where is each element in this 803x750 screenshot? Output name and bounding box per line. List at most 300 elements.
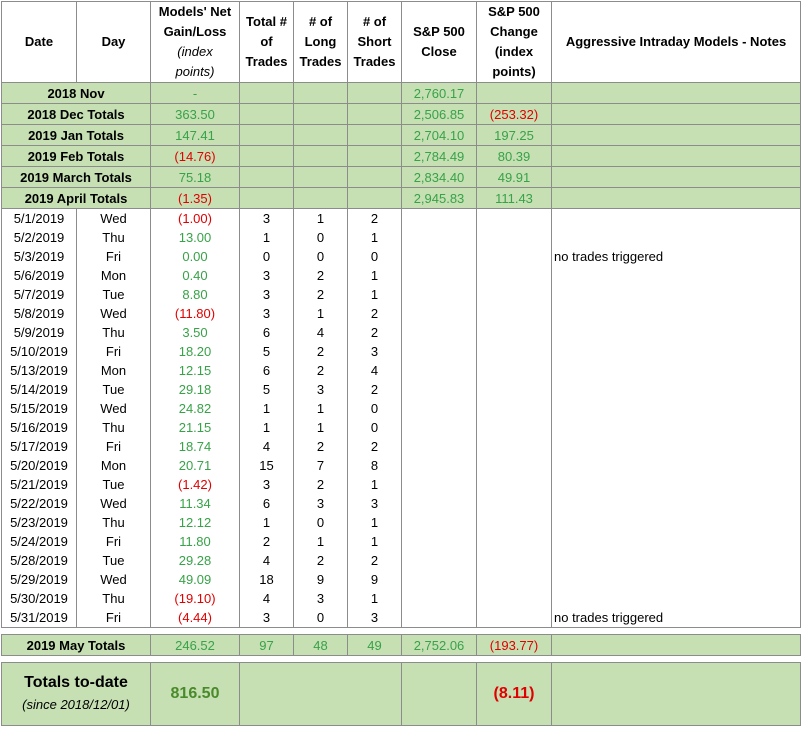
header-sp500-close: S&P 500 Close xyxy=(402,2,477,83)
row-note xyxy=(552,589,801,608)
row-long-trades: 2 xyxy=(294,437,348,456)
row-close xyxy=(402,589,477,608)
row-day: Wed xyxy=(77,304,151,323)
row-long-trades: 9 xyxy=(294,570,348,589)
row-close xyxy=(402,380,477,399)
header-date: Date xyxy=(2,2,77,83)
row-long-trades: 0 xyxy=(294,608,348,628)
row-net: 12.12 xyxy=(151,513,240,532)
row-long-trades: 2 xyxy=(294,551,348,570)
row-date: 5/6/2019 xyxy=(2,266,77,285)
month-long-trades xyxy=(294,188,348,209)
month-short-trades xyxy=(348,167,402,188)
month-label: 2019 April Totals xyxy=(2,188,151,209)
row-close xyxy=(402,494,477,513)
row-date: 5/8/2019 xyxy=(2,304,77,323)
month-close: 2,945.83 xyxy=(402,188,477,209)
row-day: Fri xyxy=(77,437,151,456)
month-total-trades xyxy=(240,167,294,188)
row-change xyxy=(477,456,552,475)
row-close xyxy=(402,475,477,494)
row-close xyxy=(402,247,477,266)
row-total-trades: 5 xyxy=(240,342,294,361)
may-totals-long: 48 xyxy=(294,635,348,656)
row-change xyxy=(477,494,552,513)
row-close xyxy=(402,608,477,628)
row-date: 5/13/2019 xyxy=(2,361,77,380)
row-long-trades: 3 xyxy=(294,494,348,513)
row-date: 5/20/2019 xyxy=(2,456,77,475)
row-day: Wed xyxy=(77,399,151,418)
may-totals-trades: 97 xyxy=(240,635,294,656)
may-totals-change: (193.77) xyxy=(477,635,552,656)
month-change: 111.43 xyxy=(477,188,552,209)
row-note xyxy=(552,361,801,380)
row-day: Tue xyxy=(77,285,151,304)
grand-totals-net: 816.50 xyxy=(151,663,240,726)
row-day: Fri xyxy=(77,342,151,361)
table-row xyxy=(2,608,801,628)
month-change xyxy=(477,83,552,104)
row-date: 5/22/2019 xyxy=(2,494,77,513)
header-total-trades: Total # of Trades xyxy=(240,2,294,83)
month-row xyxy=(2,167,801,188)
row-note xyxy=(552,380,801,399)
row-total-trades: 3 xyxy=(240,285,294,304)
row-note xyxy=(552,304,801,323)
table-row xyxy=(2,304,801,323)
row-short-trades: 2 xyxy=(348,380,402,399)
row-long-trades: 3 xyxy=(294,589,348,608)
may-totals-short: 49 xyxy=(348,635,402,656)
row-date: 5/28/2019 xyxy=(2,551,77,570)
row-net: 18.20 xyxy=(151,342,240,361)
table-row xyxy=(2,380,801,399)
row-note xyxy=(552,418,801,437)
month-notes xyxy=(552,167,801,188)
row-short-trades: 9 xyxy=(348,570,402,589)
row-net: 11.34 xyxy=(151,494,240,513)
row-note xyxy=(552,494,801,513)
row-total-trades: 5 xyxy=(240,380,294,399)
table-row xyxy=(2,532,801,551)
row-date: 5/30/2019 xyxy=(2,589,77,608)
table-row xyxy=(2,513,801,532)
row-date: 5/17/2019 xyxy=(2,437,77,456)
row-note xyxy=(552,209,801,229)
row-long-trades: 3 xyxy=(294,380,348,399)
row-change xyxy=(477,437,552,456)
row-note: no trades triggered xyxy=(552,608,801,628)
month-short-trades xyxy=(348,83,402,104)
table-row xyxy=(2,475,801,494)
row-change xyxy=(477,247,552,266)
row-net: 20.71 xyxy=(151,456,240,475)
month-short-trades xyxy=(348,188,402,209)
table-row xyxy=(2,247,801,266)
row-change xyxy=(477,589,552,608)
row-long-trades: 2 xyxy=(294,361,348,380)
grand-totals-title: Totals to-date xyxy=(24,674,128,691)
row-day: Wed xyxy=(77,209,151,229)
grand-totals-trades xyxy=(240,663,402,726)
may-totals-net: 246.52 xyxy=(151,635,240,656)
row-net: 49.09 xyxy=(151,570,240,589)
row-day: Fri xyxy=(77,532,151,551)
month-label: 2018 Nov xyxy=(2,83,151,104)
month-label: 2019 March Totals xyxy=(2,167,151,188)
row-note xyxy=(552,570,801,589)
spacer-row xyxy=(2,656,801,663)
row-note xyxy=(552,513,801,532)
may-totals-row xyxy=(2,635,801,656)
month-long-trades xyxy=(294,146,348,167)
row-total-trades: 4 xyxy=(240,551,294,570)
row-net: (4.44) xyxy=(151,608,240,628)
row-change xyxy=(477,342,552,361)
row-close xyxy=(402,285,477,304)
row-day: Wed xyxy=(77,570,151,589)
row-net: 24.82 xyxy=(151,399,240,418)
row-note xyxy=(552,228,801,247)
month-net: - xyxy=(151,83,240,104)
row-total-trades: 3 xyxy=(240,608,294,628)
row-net: 18.74 xyxy=(151,437,240,456)
row-date: 5/29/2019 xyxy=(2,570,77,589)
grand-totals-close xyxy=(402,663,477,726)
row-day: Mon xyxy=(77,361,151,380)
month-total-trades xyxy=(240,83,294,104)
row-long-trades: 7 xyxy=(294,456,348,475)
row-short-trades: 0 xyxy=(348,247,402,266)
row-change xyxy=(477,228,552,247)
month-change: 80.39 xyxy=(477,146,552,167)
month-net: 363.50 xyxy=(151,104,240,125)
month-net: (14.76) xyxy=(151,146,240,167)
spacer-cell xyxy=(2,656,801,663)
row-short-trades: 1 xyxy=(348,285,402,304)
month-total-trades xyxy=(240,125,294,146)
row-long-trades: 4 xyxy=(294,323,348,342)
row-close xyxy=(402,361,477,380)
row-total-trades: 6 xyxy=(240,361,294,380)
row-long-trades: 2 xyxy=(294,475,348,494)
row-note xyxy=(552,266,801,285)
row-close xyxy=(402,399,477,418)
row-date: 5/9/2019 xyxy=(2,323,77,342)
month-change: (253.32) xyxy=(477,104,552,125)
row-total-trades: 3 xyxy=(240,266,294,285)
row-close xyxy=(402,513,477,532)
table-row xyxy=(2,551,801,570)
row-short-trades: 3 xyxy=(348,494,402,513)
row-change xyxy=(477,323,552,342)
month-short-trades xyxy=(348,146,402,167)
row-short-trades: 4 xyxy=(348,361,402,380)
month-net: 147.41 xyxy=(151,125,240,146)
row-note xyxy=(552,532,801,551)
row-long-trades: 1 xyxy=(294,209,348,229)
row-long-trades: 2 xyxy=(294,266,348,285)
table-row xyxy=(2,589,801,608)
row-net: 29.18 xyxy=(151,380,240,399)
row-total-trades: 2 xyxy=(240,532,294,551)
month-label: 2018 Dec Totals xyxy=(2,104,151,125)
may-totals-notes xyxy=(552,635,801,656)
row-date: 5/2/2019 xyxy=(2,228,77,247)
grand-totals-row xyxy=(2,663,801,726)
row-note xyxy=(552,456,801,475)
row-close xyxy=(402,456,477,475)
row-net: (11.80) xyxy=(151,304,240,323)
month-label: 2019 Jan Totals xyxy=(2,125,151,146)
row-close xyxy=(402,418,477,437)
row-change xyxy=(477,608,552,628)
row-short-trades: 1 xyxy=(348,475,402,494)
row-change xyxy=(477,380,552,399)
row-net: 12.15 xyxy=(151,361,240,380)
month-net: (1.35) xyxy=(151,188,240,209)
row-total-trades: 3 xyxy=(240,475,294,494)
row-day: Fri xyxy=(77,608,151,628)
row-note xyxy=(552,399,801,418)
month-long-trades xyxy=(294,104,348,125)
table-row xyxy=(2,399,801,418)
row-change xyxy=(477,209,552,229)
row-day: Thu xyxy=(77,228,151,247)
row-date: 5/1/2019 xyxy=(2,209,77,229)
row-long-trades: 2 xyxy=(294,285,348,304)
month-notes xyxy=(552,125,801,146)
row-total-trades: 18 xyxy=(240,570,294,589)
month-row xyxy=(2,83,801,104)
row-net: 13.00 xyxy=(151,228,240,247)
row-long-trades: 2 xyxy=(294,342,348,361)
row-total-trades: 4 xyxy=(240,589,294,608)
spacer-cell xyxy=(2,628,801,635)
row-date: 5/3/2019 xyxy=(2,247,77,266)
month-row xyxy=(2,146,801,167)
header-sp500-change: S&P 500 Change (index points) xyxy=(477,2,552,83)
month-long-trades xyxy=(294,83,348,104)
row-date: 5/31/2019 xyxy=(2,608,77,628)
row-total-trades: 1 xyxy=(240,399,294,418)
row-long-trades: 0 xyxy=(294,513,348,532)
row-short-trades: 2 xyxy=(348,304,402,323)
month-notes xyxy=(552,83,801,104)
row-net: 11.80 xyxy=(151,532,240,551)
row-long-trades: 1 xyxy=(294,304,348,323)
row-short-trades: 3 xyxy=(348,608,402,628)
month-long-trades xyxy=(294,167,348,188)
row-total-trades: 3 xyxy=(240,209,294,229)
row-long-trades: 1 xyxy=(294,418,348,437)
row-close xyxy=(402,532,477,551)
row-total-trades: 0 xyxy=(240,247,294,266)
row-net: (1.00) xyxy=(151,209,240,229)
month-total-trades xyxy=(240,188,294,209)
row-note xyxy=(552,342,801,361)
header-row xyxy=(2,2,801,83)
month-label: 2019 Feb Totals xyxy=(2,146,151,167)
row-day: Thu xyxy=(77,589,151,608)
row-day: Thu xyxy=(77,323,151,342)
table-row xyxy=(2,209,801,229)
grand-totals-label xyxy=(2,663,151,726)
row-change xyxy=(477,475,552,494)
row-long-trades: 0 xyxy=(294,228,348,247)
month-change: 49.91 xyxy=(477,167,552,188)
row-short-trades: 1 xyxy=(348,532,402,551)
row-net: 8.80 xyxy=(151,285,240,304)
month-net: 75.18 xyxy=(151,167,240,188)
header-net-gain-loss: Models' Net Gain/Loss (index points) xyxy=(151,2,240,83)
header-short-trades: # of Short Trades xyxy=(348,2,402,83)
row-net: 21.15 xyxy=(151,418,240,437)
row-date: 5/16/2019 xyxy=(2,418,77,437)
row-net: 0.00 xyxy=(151,247,240,266)
row-day: Fri xyxy=(77,247,151,266)
row-change xyxy=(477,266,552,285)
row-close xyxy=(402,304,477,323)
row-short-trades: 2 xyxy=(348,437,402,456)
row-note xyxy=(552,285,801,304)
grand-totals-notes xyxy=(552,663,801,726)
grand-totals-subtitle: (since 2018/12/01) xyxy=(22,697,130,712)
row-long-trades: 0 xyxy=(294,247,348,266)
row-close xyxy=(402,437,477,456)
month-short-trades xyxy=(348,125,402,146)
table-row xyxy=(2,342,801,361)
row-short-trades: 2 xyxy=(348,551,402,570)
month-short-trades xyxy=(348,104,402,125)
row-note xyxy=(552,437,801,456)
month-close: 2,506.85 xyxy=(402,104,477,125)
row-total-trades: 1 xyxy=(240,228,294,247)
row-net: (1.42) xyxy=(151,475,240,494)
table-row xyxy=(2,456,801,475)
header-notes: Aggressive Intraday Models - Notes xyxy=(552,2,801,83)
row-day: Wed xyxy=(77,494,151,513)
row-short-trades: 1 xyxy=(348,513,402,532)
row-net: (19.10) xyxy=(151,589,240,608)
row-note: no trades triggered xyxy=(552,247,801,266)
month-row xyxy=(2,104,801,125)
row-short-trades: 1 xyxy=(348,589,402,608)
row-date: 5/10/2019 xyxy=(2,342,77,361)
row-change xyxy=(477,304,552,323)
month-row xyxy=(2,188,801,209)
may-totals-close: 2,752.06 xyxy=(402,635,477,656)
month-total-trades xyxy=(240,146,294,167)
row-total-trades: 4 xyxy=(240,437,294,456)
row-change xyxy=(477,532,552,551)
table-row xyxy=(2,570,801,589)
row-day: Thu xyxy=(77,513,151,532)
row-total-trades: 6 xyxy=(240,494,294,513)
row-date: 5/7/2019 xyxy=(2,285,77,304)
month-notes xyxy=(552,188,801,209)
row-change xyxy=(477,551,552,570)
table-row xyxy=(2,494,801,513)
row-change xyxy=(477,361,552,380)
row-close xyxy=(402,342,477,361)
trading-results-table xyxy=(1,1,801,726)
month-close: 2,834.40 xyxy=(402,167,477,188)
row-date: 5/15/2019 xyxy=(2,399,77,418)
row-day: Tue xyxy=(77,551,151,570)
header-long-trades: # of Long Trades xyxy=(294,2,348,83)
month-close: 2,760.17 xyxy=(402,83,477,104)
row-net: 29.28 xyxy=(151,551,240,570)
grand-totals-change: (8.11) xyxy=(477,663,552,726)
spacer-row xyxy=(2,628,801,635)
month-long-trades xyxy=(294,125,348,146)
row-close xyxy=(402,551,477,570)
row-total-trades: 3 xyxy=(240,304,294,323)
row-day: Mon xyxy=(77,266,151,285)
month-close: 2,704.10 xyxy=(402,125,477,146)
table-row xyxy=(2,437,801,456)
table-row xyxy=(2,266,801,285)
row-date: 5/23/2019 xyxy=(2,513,77,532)
row-close xyxy=(402,266,477,285)
month-notes xyxy=(552,104,801,125)
row-change xyxy=(477,285,552,304)
row-short-trades: 8 xyxy=(348,456,402,475)
row-date: 5/21/2019 xyxy=(2,475,77,494)
row-total-trades: 1 xyxy=(240,513,294,532)
table-row xyxy=(2,418,801,437)
row-close xyxy=(402,228,477,247)
table-row xyxy=(2,285,801,304)
row-close xyxy=(402,209,477,229)
row-date: 5/14/2019 xyxy=(2,380,77,399)
row-close xyxy=(402,570,477,589)
row-change xyxy=(477,418,552,437)
month-change: 197.25 xyxy=(477,125,552,146)
row-short-trades: 2 xyxy=(348,323,402,342)
table-row xyxy=(2,228,801,247)
row-note xyxy=(552,551,801,570)
row-note xyxy=(552,323,801,342)
row-close xyxy=(402,323,477,342)
row-short-trades: 0 xyxy=(348,418,402,437)
row-net: 3.50 xyxy=(151,323,240,342)
row-total-trades: 1 xyxy=(240,418,294,437)
header-day: Day xyxy=(77,2,151,83)
month-total-trades xyxy=(240,104,294,125)
row-day: Tue xyxy=(77,380,151,399)
row-short-trades: 1 xyxy=(348,228,402,247)
month-close: 2,784.49 xyxy=(402,146,477,167)
row-long-trades: 1 xyxy=(294,399,348,418)
row-long-trades: 1 xyxy=(294,532,348,551)
row-total-trades: 6 xyxy=(240,323,294,342)
row-day: Thu xyxy=(77,418,151,437)
table-row xyxy=(2,323,801,342)
row-short-trades: 1 xyxy=(348,266,402,285)
row-day: Mon xyxy=(77,456,151,475)
row-day: Tue xyxy=(77,475,151,494)
row-change xyxy=(477,399,552,418)
month-row xyxy=(2,125,801,146)
row-short-trades: 3 xyxy=(348,342,402,361)
row-short-trades: 0 xyxy=(348,399,402,418)
may-totals-label: 2019 May Totals xyxy=(2,635,151,656)
row-change xyxy=(477,570,552,589)
row-total-trades: 15 xyxy=(240,456,294,475)
